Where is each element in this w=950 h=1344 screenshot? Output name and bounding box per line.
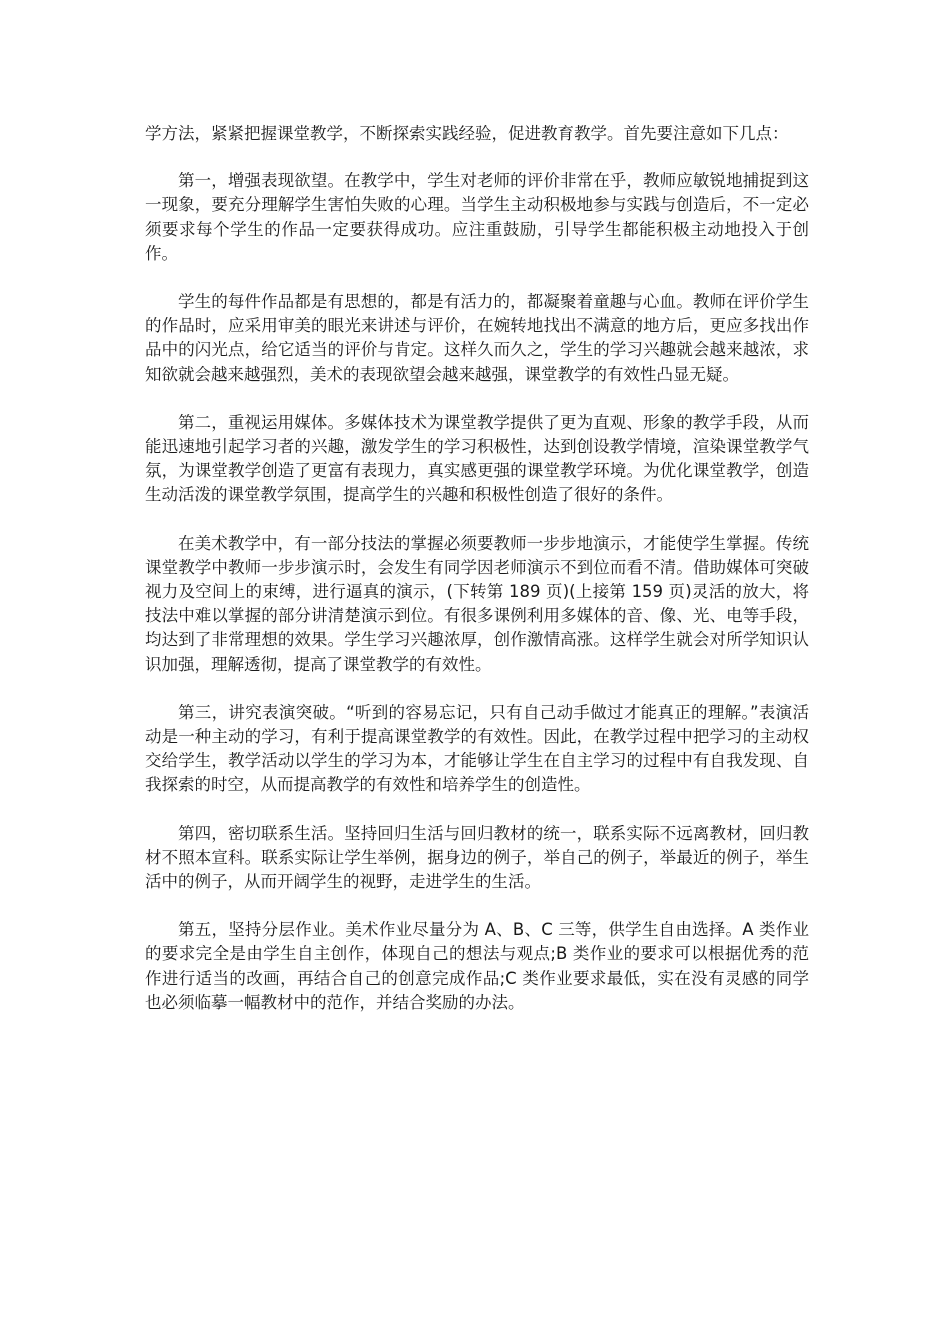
paragraph-point-one: 第一，增强表现欲望。在教学中，学生对老师的评价非常在乎，教师应敏锐地捕捉到这一现象，要充分理解学生害怕失败的心理。当学生主动积极地参与实践与创造后，不一定必须要求每个学生的作品一定要获得成功。应注重鼓励，引导学生都能积极主动地投入于创作。 [145,171,809,263]
paragraph-point-five: 第五，坚持分层作业。美术作业尽量分为 A、B、C 三等，供学生自由选择。A 类作业的要求完全是由学生自主创作，体现自己的想法与观点;B 类作业的要求可以根据优秀的范作进行适当的改画，再结合自己的创意完成作品;C 类作业要求最低，实在没有灵感的同学也必须临摹一幅教材中的范作，并结合奖励的办法。 [145,920,809,1012]
paragraph-point-one-detail: 学生的每件作品都是有思想的，都是有活力的，都凝聚着童趣与心血。教师在评价学生的作品时，应采用审美的眼光来讲述与评价，在婉转地找出不满意的地方后，更应多找出作品中的闪光点，给它适当的评价与肯定。这样久而久之，学生的学习兴趣就会越来越浓，求知欲就会越来越强烈，美术的表现欲望会越来越强，课堂教学的有效性凸显无疑。 [145,292,809,384]
paragraph-point-three: 第三，讲究表演突破。“听到的容易忘记，只有自己动手做过才能真正的理解。”表演活动是一种主动的学习，有利于提高课堂教学的有效性。因此，在教学过程中把学习的主动权交给学生，教学活动以学生的学习为本，才能够让学生在自主学习的过程中有自我发现、自我探索的时空，从而提高教学的有效性和培养学生的创造性。 [145,702,809,795]
document-page [145,122,809,1039]
paragraph-point-two: 第二，重视运用媒体。多媒体技术为课堂教学提供了更为直观、形象的教学手段，从而能迅速地引起学习者的兴趣，激发学生的学习积极性，达到创设教学情境，渲染课堂教学气氛，为课堂教学创造了更富有表现力，真实感更强的课堂教学环境。为优化课堂教学，创造生动活泼的课堂教学氛围，提高学生的兴趣和积极性创造了很好的条件。 [145,412,809,505]
paragraph-point-two-detail: 在美术教学中，有一部分技法的掌握必须要教师一步步地演示，才能使学生掌握。传统课堂教学中教师一步步演示时，会发生有同学因老师演示不到位而看不清。借助媒体可突破视力及空间上的束缚，进行逼真的演示，(下转第 189 页)(上接第 159 页)灵活的放大，将技法中难以掌握的部分讲清楚演示到位。有很多课例利用多媒体的音、像、光、电等手段，均达到了非常理想的效果。学生学习兴趣浓厚，创作激情高涨。这样学生就会对所学知识认识加强，理解透彻，提高了课堂教学的有效性。 [145,533,809,674]
paragraph-intro: 学方法，紧紧把握课堂教学，不断探索实践经验，促进教育教学。首先要注意如下几点： [145,124,789,143]
paragraph-point-four: 第四，密切联系生活。坚持回归生活与回归教材的统一，联系实际不远离教材，回归教材不照本宣科。联系实际让学生举例，据身边的例子，举自己的例子，举最近的例子，举生活中的例子，从而开阔学生的视野，走进学生的生活。 [145,823,809,892]
